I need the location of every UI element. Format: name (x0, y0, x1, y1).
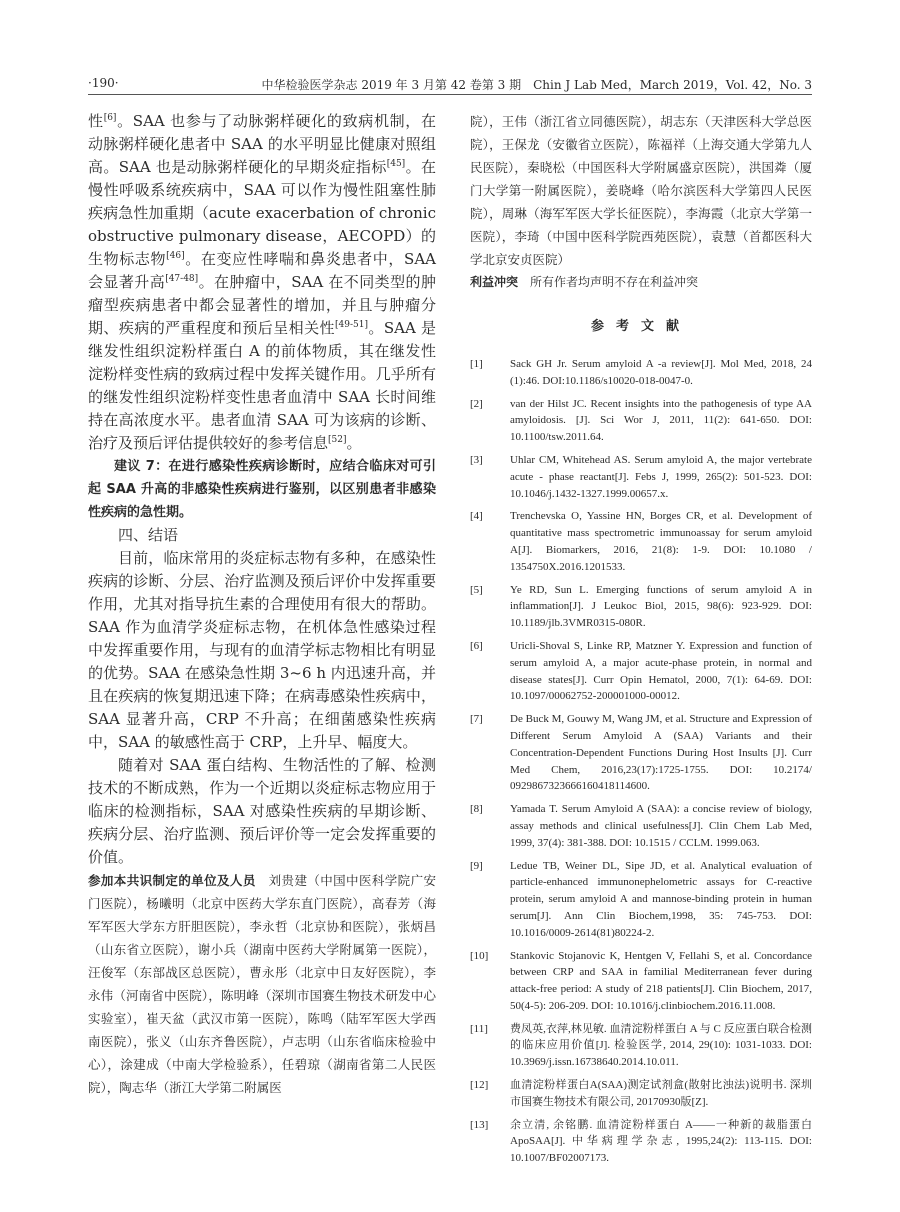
citation[interactable]: [46] (166, 251, 185, 261)
journal-citation: 中华检验医学杂志 2019 年 3 月第 42 卷第 3 期 Chin J Lab Med，March 2019，Vol. 42，No. 3 (261, 78, 812, 92)
reference-text: Ye RD, Sun L. Emerging functions of serum amyloid A in inflammation[J]. J Leukoc Biol, 2015, 98(6): 923-929. DOI: 10.1189/jlb.3VMR0315-080R. (510, 583, 812, 630)
reference-text: Uricli-Shoval S, Linke RP, Matzner Y. Expression and function of serum amyloid A, a major acute-phase protein, in normal and disease states[J]. Curr Opin Hematol, 2000, 7(1): 64-69. DOI: 10.1097/00062752-200001000-00012. (510, 639, 812, 703)
references-heading: 参考文献 (590, 319, 691, 334)
reference-text: Yamada T. Serum Amyloid A (SAA): a concise review of biology, assay methods and clinical usefulness[J]. Clin Chem Lab Med, 1999, 37(4): 381-388. DOI: 10.1515 / CCLM. 1999.063. (510, 803, 812, 849)
reference-item (470, 711, 812, 795)
reference-text: Ledue TB, Weiner DL, Sipe JD, et al. Analytical evaluation of particle-enhanced immunonephelometric assays for C-reactive protein, serum amyloid A and mannose-binding protein in human serum[J]. Ann Clin Biochem,1998, 35: 745-753. DOI: 10.1016/0009-2614(81)80224-2. (510, 859, 812, 939)
citation[interactable]: [52] (328, 435, 347, 445)
reference-item (470, 508, 812, 575)
reference-item (470, 1117, 812, 1167)
reference-text: 费凤英,衣萍,林见敏. 血清淀粉样蛋白 A 与 C 反应蛋白联合检测的临床应用价值[J]. 检验医学, 2014, 29(10): 1031-1033. DOI: 10.3969/j.issn.16738640.2014.10.011. (510, 1022, 812, 1069)
citation[interactable]: [49-51] (335, 320, 368, 330)
reference-number: [11] (470, 1022, 488, 1035)
reference-text: Uhlar CM, Whitehead AS. Serum amyloid A, the major vertebrate acute - phase reactant[J]. Febs J, 1999, 265(2): 501-523. DOI: 10.1046/j.1432-1327.1999.00657.x. (510, 453, 812, 500)
participants-label: 参加本共识制定的单位及人员 (88, 873, 256, 888)
reference-number: [3] (470, 453, 483, 466)
citation[interactable]: [6] (103, 113, 117, 123)
reference-item (470, 452, 812, 502)
citation[interactable]: [45] (386, 159, 406, 169)
recommendation-7: 建议 7：在进行感染性疾病诊断时，应结合临床对可引起 SAA 升高的非感染性疾病进行鉴别，以区别患者非感染性疾病的急性期。 (88, 459, 436, 520)
reference-number: [2] (470, 397, 483, 410)
reference-item (470, 396, 812, 446)
reference-number: [7] (470, 713, 483, 726)
paragraph-conclusion-2: 随着对 SAA 蛋白结构、生物活性的了解、检测技术的不断成熟，作为一个近期以炎症标志物应用于临床的检测指标，SAA 对感染性疾病的早期诊断、疾病分层、治疗监测、预后评价等一定会发挥重要的价值。 (88, 756, 436, 866)
reference-number: [1] (470, 358, 483, 370)
citation[interactable]: [47-48] (165, 274, 199, 284)
reference-item (470, 356, 812, 390)
reference-text: Sack GH Jr. Serum amyloid A -a review[J]. Mol Med, 2018, 24 (1):46. DOI:10.1186/s10020-018-0047-0. (510, 358, 812, 387)
reference-item (470, 948, 812, 1015)
reference-item (470, 801, 812, 851)
reference-number: [5] (470, 583, 483, 596)
reference-text: 余立清, 余铭鹏. 血清淀粉样蛋白 A——一种新的裁脂蛋白 ApoSAA[J]. 中华病理学杂志, 1995,24(2): 113-115. DOI: 10.1007/BF02007173. (510, 1118, 812, 1165)
reference-item (470, 1021, 812, 1071)
participants-right: 院），王伟（浙江省立同德医院），胡志东（天津医科大学总医院），王保龙（安徽省立医院），陈福祥（上海交通大学第九人民医院），秦晓松（中国医科大学附属盛京医院），洪国粦（厦门大学第一附属医院），姜晓峰（哈尔滨医科大学第四人民医院），周琳（海军军医大学长征医院），李海霞（北京大学第一医院），李琦（中国中医科学院西苑医院），袁慧（首都医科大学北京安贞医院） (470, 114, 812, 267)
page-number: ·190· (88, 76, 119, 90)
reference-text: De Buck M, Gouwy M, Wang JM, et al. Structure and Expression of Different Serum Amyloid A (SAA) Variants and their Concentration-Dependent Functions During Host Insults [J]. Curr Med Chem, 2016,23(17):1725-1755. DOI: 10.2174/ 0929867323666160418114600. (510, 713, 812, 793)
right-column (470, 110, 812, 1173)
section-heading-conclusion: 四、结语 (118, 526, 179, 544)
reference-number: [6] (470, 639, 483, 652)
paragraph-saa-diseases: 性[6]。SAA 也参与了动脉粥样硬化的致病机制，在动脉粥样硬化患者中 SAA 的水平明显比健康对照组高。SAA 也是动脉粥样硬化的早期炎症指标[45]。在慢性呼吸系统疾病中，SAA 可以作为慢性阻塞性肺疾病急性加重期（acute exacerbation of chronic obstructive pulmonary disease，AECOPD）的生物标志物[46]。在变应性哮喘和鼻炎患者中，SAA 会显著升高[47-48]。在肿瘤中，SAA 在不同类型的肿瘤型疾病患者中都会显著性的增加，并且与肿瘤分期、疾病的严重程度和预后呈相关性[49-51]。SAA 是继发性组织淀粉样蛋白 A 的前体物质，其在继发性淀粉样变性病的致病过程中发挥关键作用。几乎所有的继发性组织淀粉样变性患者血清中 SAA 长时间维持在高浓度水平。患者血清 SAA 可为该病的诊断、治疗及预后评估提供较好的参考信息[52]。 (88, 112, 436, 452)
reference-text: Stankovic Stojanovic K, Hentgen V, Fellahi S, et al. Concordance between CRP and SAA in familial Mediterranean fever during attack-free period: A study of 218 patients[J]. Clin Biochem, 2017, 50(4-5): 206-209. DOI: 10.1016/j.clinbiochem.2016.11.008. (510, 949, 812, 1012)
participants-left: 参加本共识制定的单位及人员 刘贵建（中国中医科学院广安门医院），杨曦明（北京中医药大学东直门医院），高春芳（海军军医大学东方肝胆医院），李永哲（北京协和医院），张炳昌（山东省立医院），谢小兵（湖南中医药大学附属第一医院），汪俊军（东部战区总医院），曹永彤（北京中日友好医院），李永伟（河南省中医院），陈明峰（深圳市国赛生物技术研发中心实验室），崔天盆（武汉市第一医院），陈鸣（陆军军医大学西南医院），张义（山东齐鲁医院），卢志明（山东省临床检验中心），涂建成（中南大学检验系），任碧琼（湖南省第二人民医院），陶志华（浙江大学第二附属医 (88, 873, 436, 1095)
reference-item (470, 638, 812, 705)
reference-number: [12] (470, 1079, 489, 1092)
reference-number: [9] (470, 859, 483, 872)
reference-item (470, 858, 812, 942)
reference-number: [10] (470, 949, 489, 962)
reference-item (470, 1077, 812, 1111)
conflict-of-interest: 利益冲突 所有作者均声明不存在利益冲突 (470, 275, 699, 289)
reference-number: [13] (470, 1118, 489, 1131)
page-header (88, 72, 812, 95)
reference-text: Trenchevska O, Yassine HN, Borges CR, et al. Development of quantitative mass spectrometric immunoassay for serum amyloid A[J]. Biomarkers, 2016, 21(8): 1-9. DOI: 10.1080 / 1354750X.2016.1201533. (510, 510, 812, 573)
reference-item (470, 582, 812, 632)
reference-number: [4] (470, 510, 483, 523)
left-column (88, 110, 436, 1099)
paragraph-conclusion-1: 目前，临床常用的炎症标志物有多种，在感染性疾病的诊断、分层、治疗监测及预后评价中发挥重要作用，尤其对指导抗生素的合理使用有很大的帮助。SAA 作为血清学炎症标志物，在机体急性感染过程中发挥重要作用，与现有的血清学标志物相比有明显的优势。SAA 在感染急性期 3~6 h 内迅速升高，并且在疾病的恢复期迅速下降；在病毒感染性疾病中，SAA 显著升高，CRP 不升高；在细菌感染性疾病中，SAA 的敏感性高于 CRP，上升早、幅度大。 (88, 549, 436, 751)
reference-text: van der Hilst JC. Recent insights into the pathogenesis of type AA amyloidosis. [J]. Sci Wor J, 2011, 11(2): 641-650. DOI: 10.1100/tsw.2011.64. (510, 397, 812, 444)
reference-number: [8] (470, 803, 483, 816)
reference-list (470, 356, 812, 1167)
reference-text: 血清淀粉样蛋白A(SAA)测定试剂盒(散射比浊法)说明书. 深圳市国赛生物技术有限公司, 20170930版[Z]. (510, 1079, 812, 1108)
